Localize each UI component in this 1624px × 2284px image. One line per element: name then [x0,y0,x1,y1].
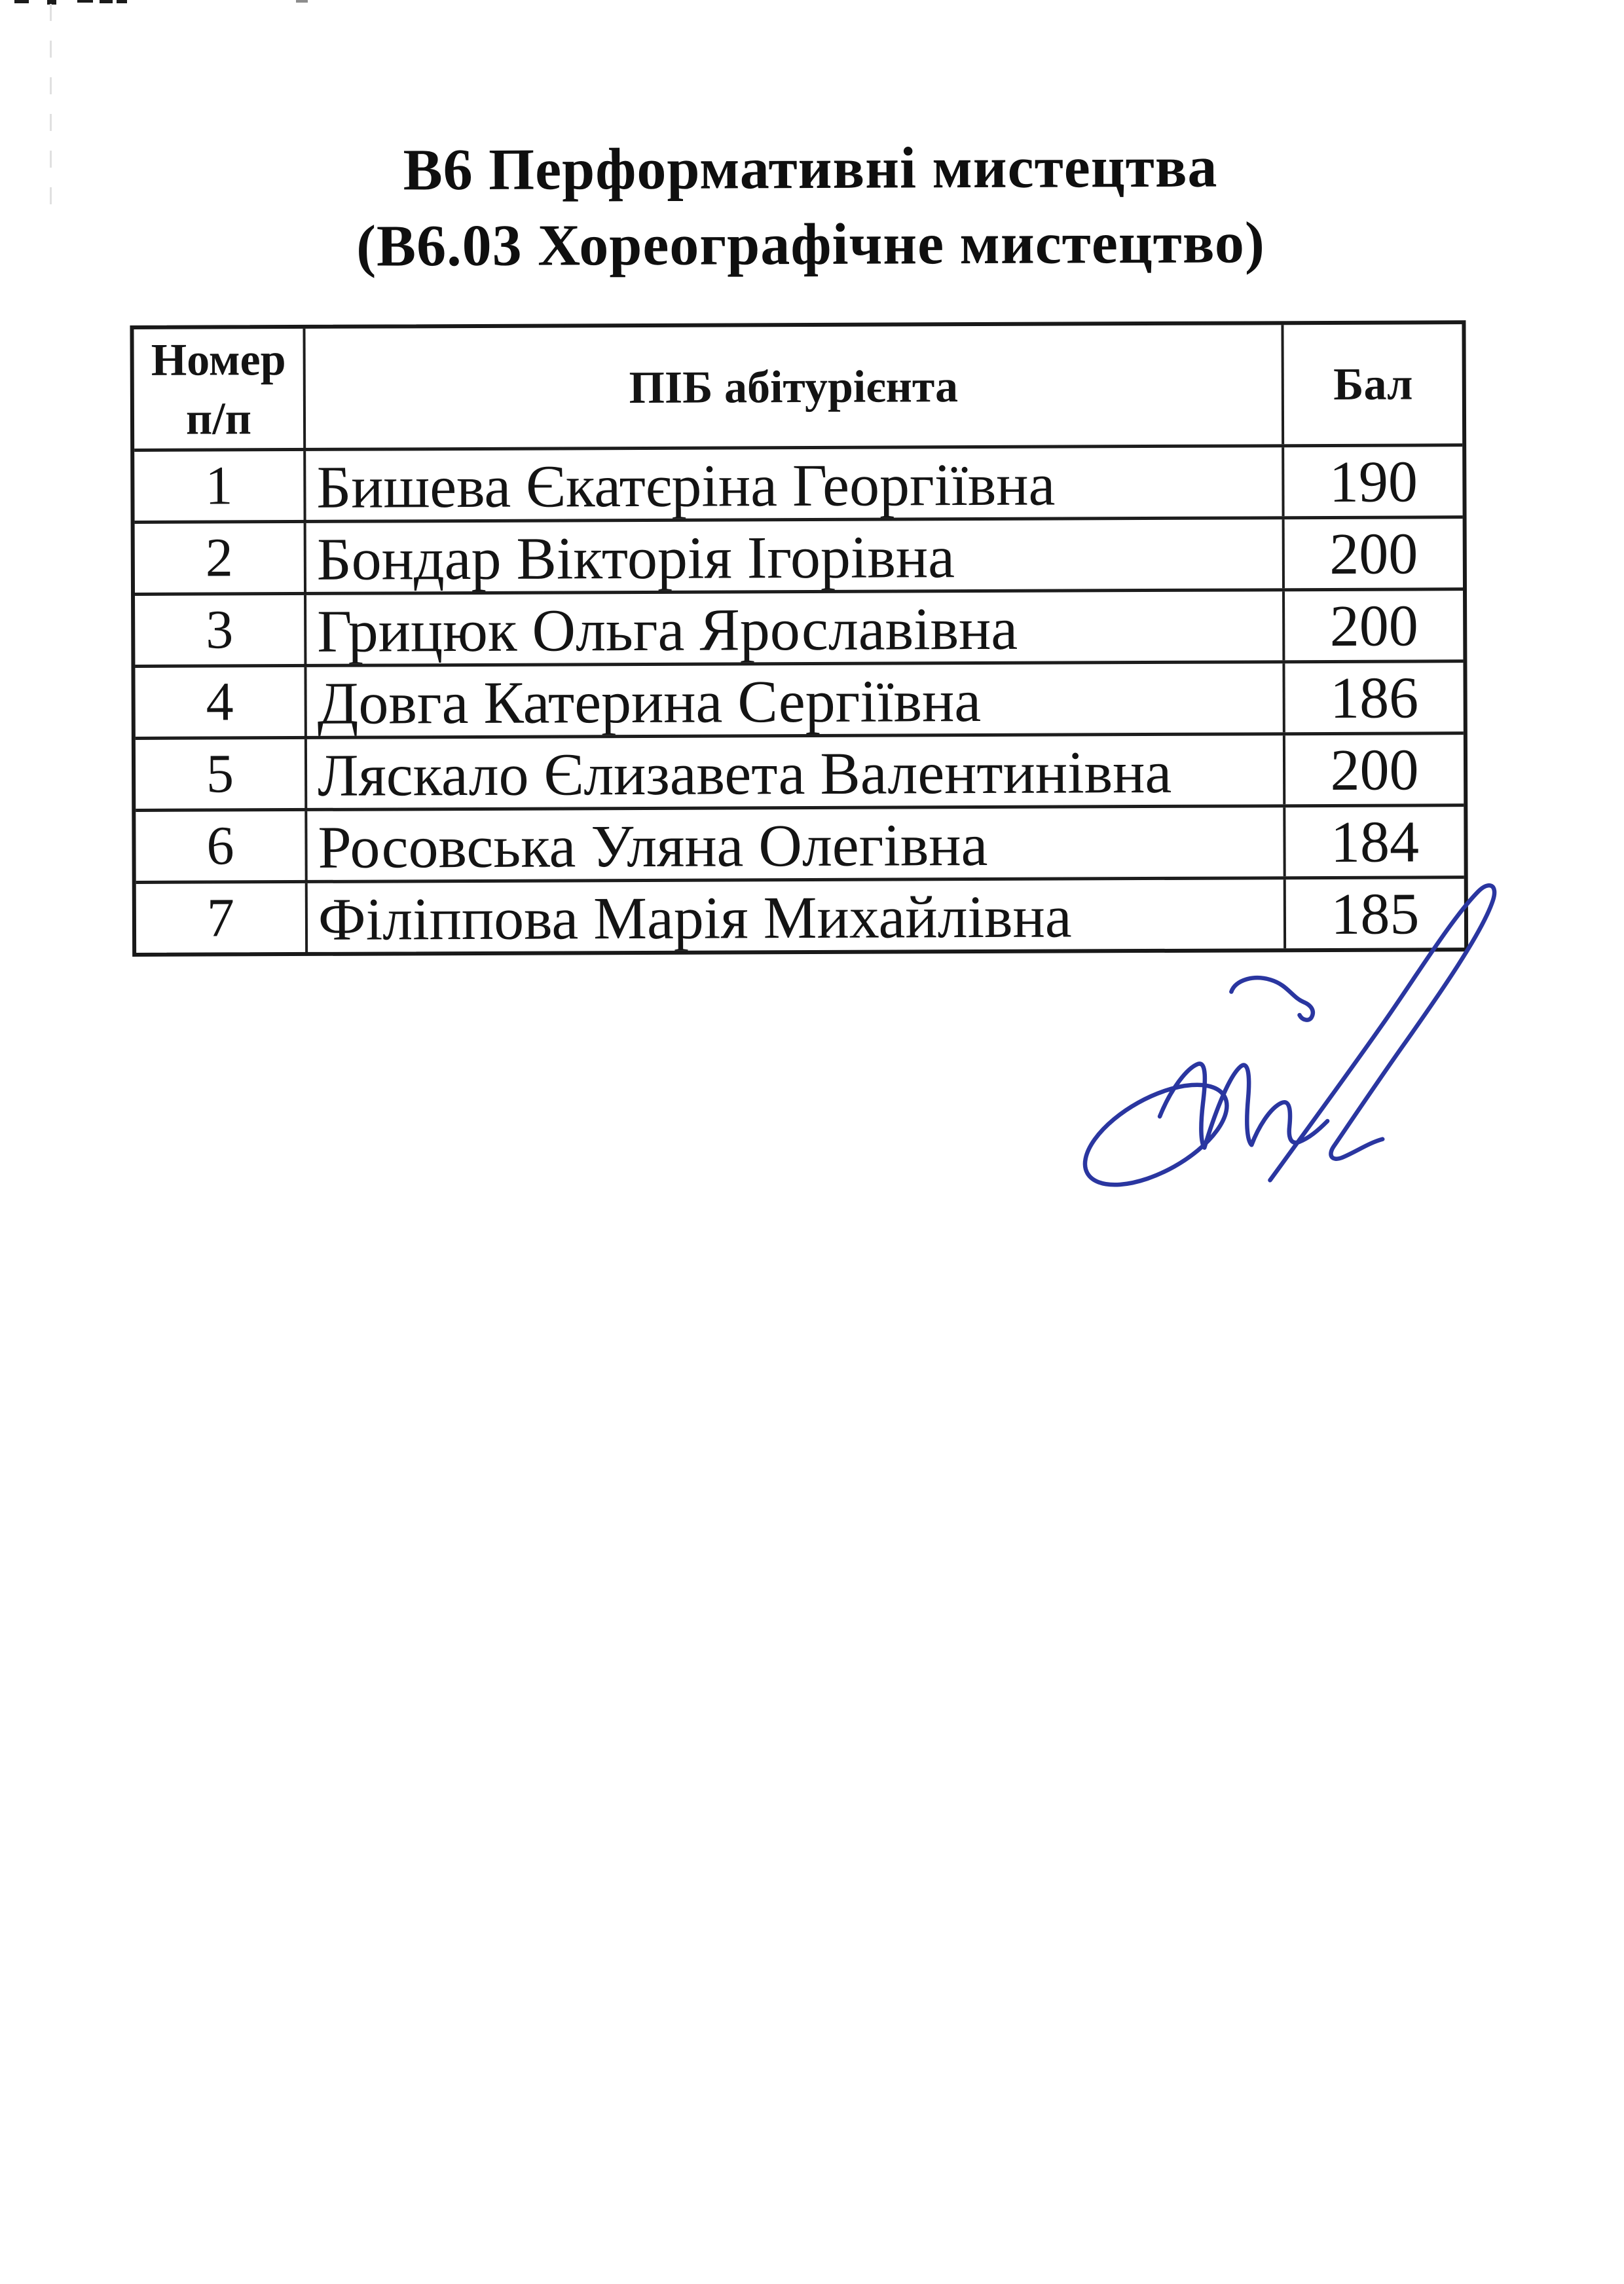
document-title-line1: В6 Перформативні мистецтва [403,134,1218,203]
row-number-cell: 1 [134,451,306,521]
table-row [136,731,1464,809]
row-number-cell: 6 [136,811,307,881]
row-number-cell: 7 [136,883,308,953]
score-cell: 186 [1329,665,1419,731]
header-number [134,329,306,449]
row-number-cell: 5 [136,739,307,809]
document-title-line2: (В6.03 Хореографічне мистецтво) [356,210,1266,279]
table-row [135,659,1463,737]
score-cell: 185 [1331,881,1420,947]
header-name: ПІБ абітурієнта [305,325,1284,448]
table-row [135,587,1463,665]
row-number-cell: 4 [135,667,306,737]
applicants-table [130,320,1468,957]
header-score: Бал [1333,359,1413,410]
score-cell: 200 [1329,521,1418,587]
name-cell: Бишева Єкатєріна Георгіївна [306,447,1284,520]
score-cell: 200 [1330,737,1419,803]
name-cell: Бондар Вікторія Ігорівна [306,519,1285,592]
table-header-row [134,324,1462,449]
name-cell: Довга Катерина Сергіївна [306,663,1285,736]
score-cell: 190 [1329,449,1418,515]
table-row [134,443,1462,521]
table-row [136,875,1464,953]
score-cell: 184 [1330,809,1420,875]
name-cell: Грицюк Ольга Ярославівна [306,591,1285,664]
header-number-line1: Номер [151,335,286,386]
table-row [136,803,1464,881]
row-number-cell: 3 [135,595,306,665]
score-cell: 200 [1329,593,1418,659]
document-title [0,128,1623,286]
name-cell: Ляскало Єлизавета Валентинівна [307,735,1285,808]
header-number-line2: п/п [185,394,252,445]
name-cell: Росовська Уляна Олегівна [307,807,1285,880]
row-number-cell: 2 [135,523,306,593]
name-cell: Філіппова Марія Михайлівна [308,879,1286,952]
table-row [135,515,1463,593]
